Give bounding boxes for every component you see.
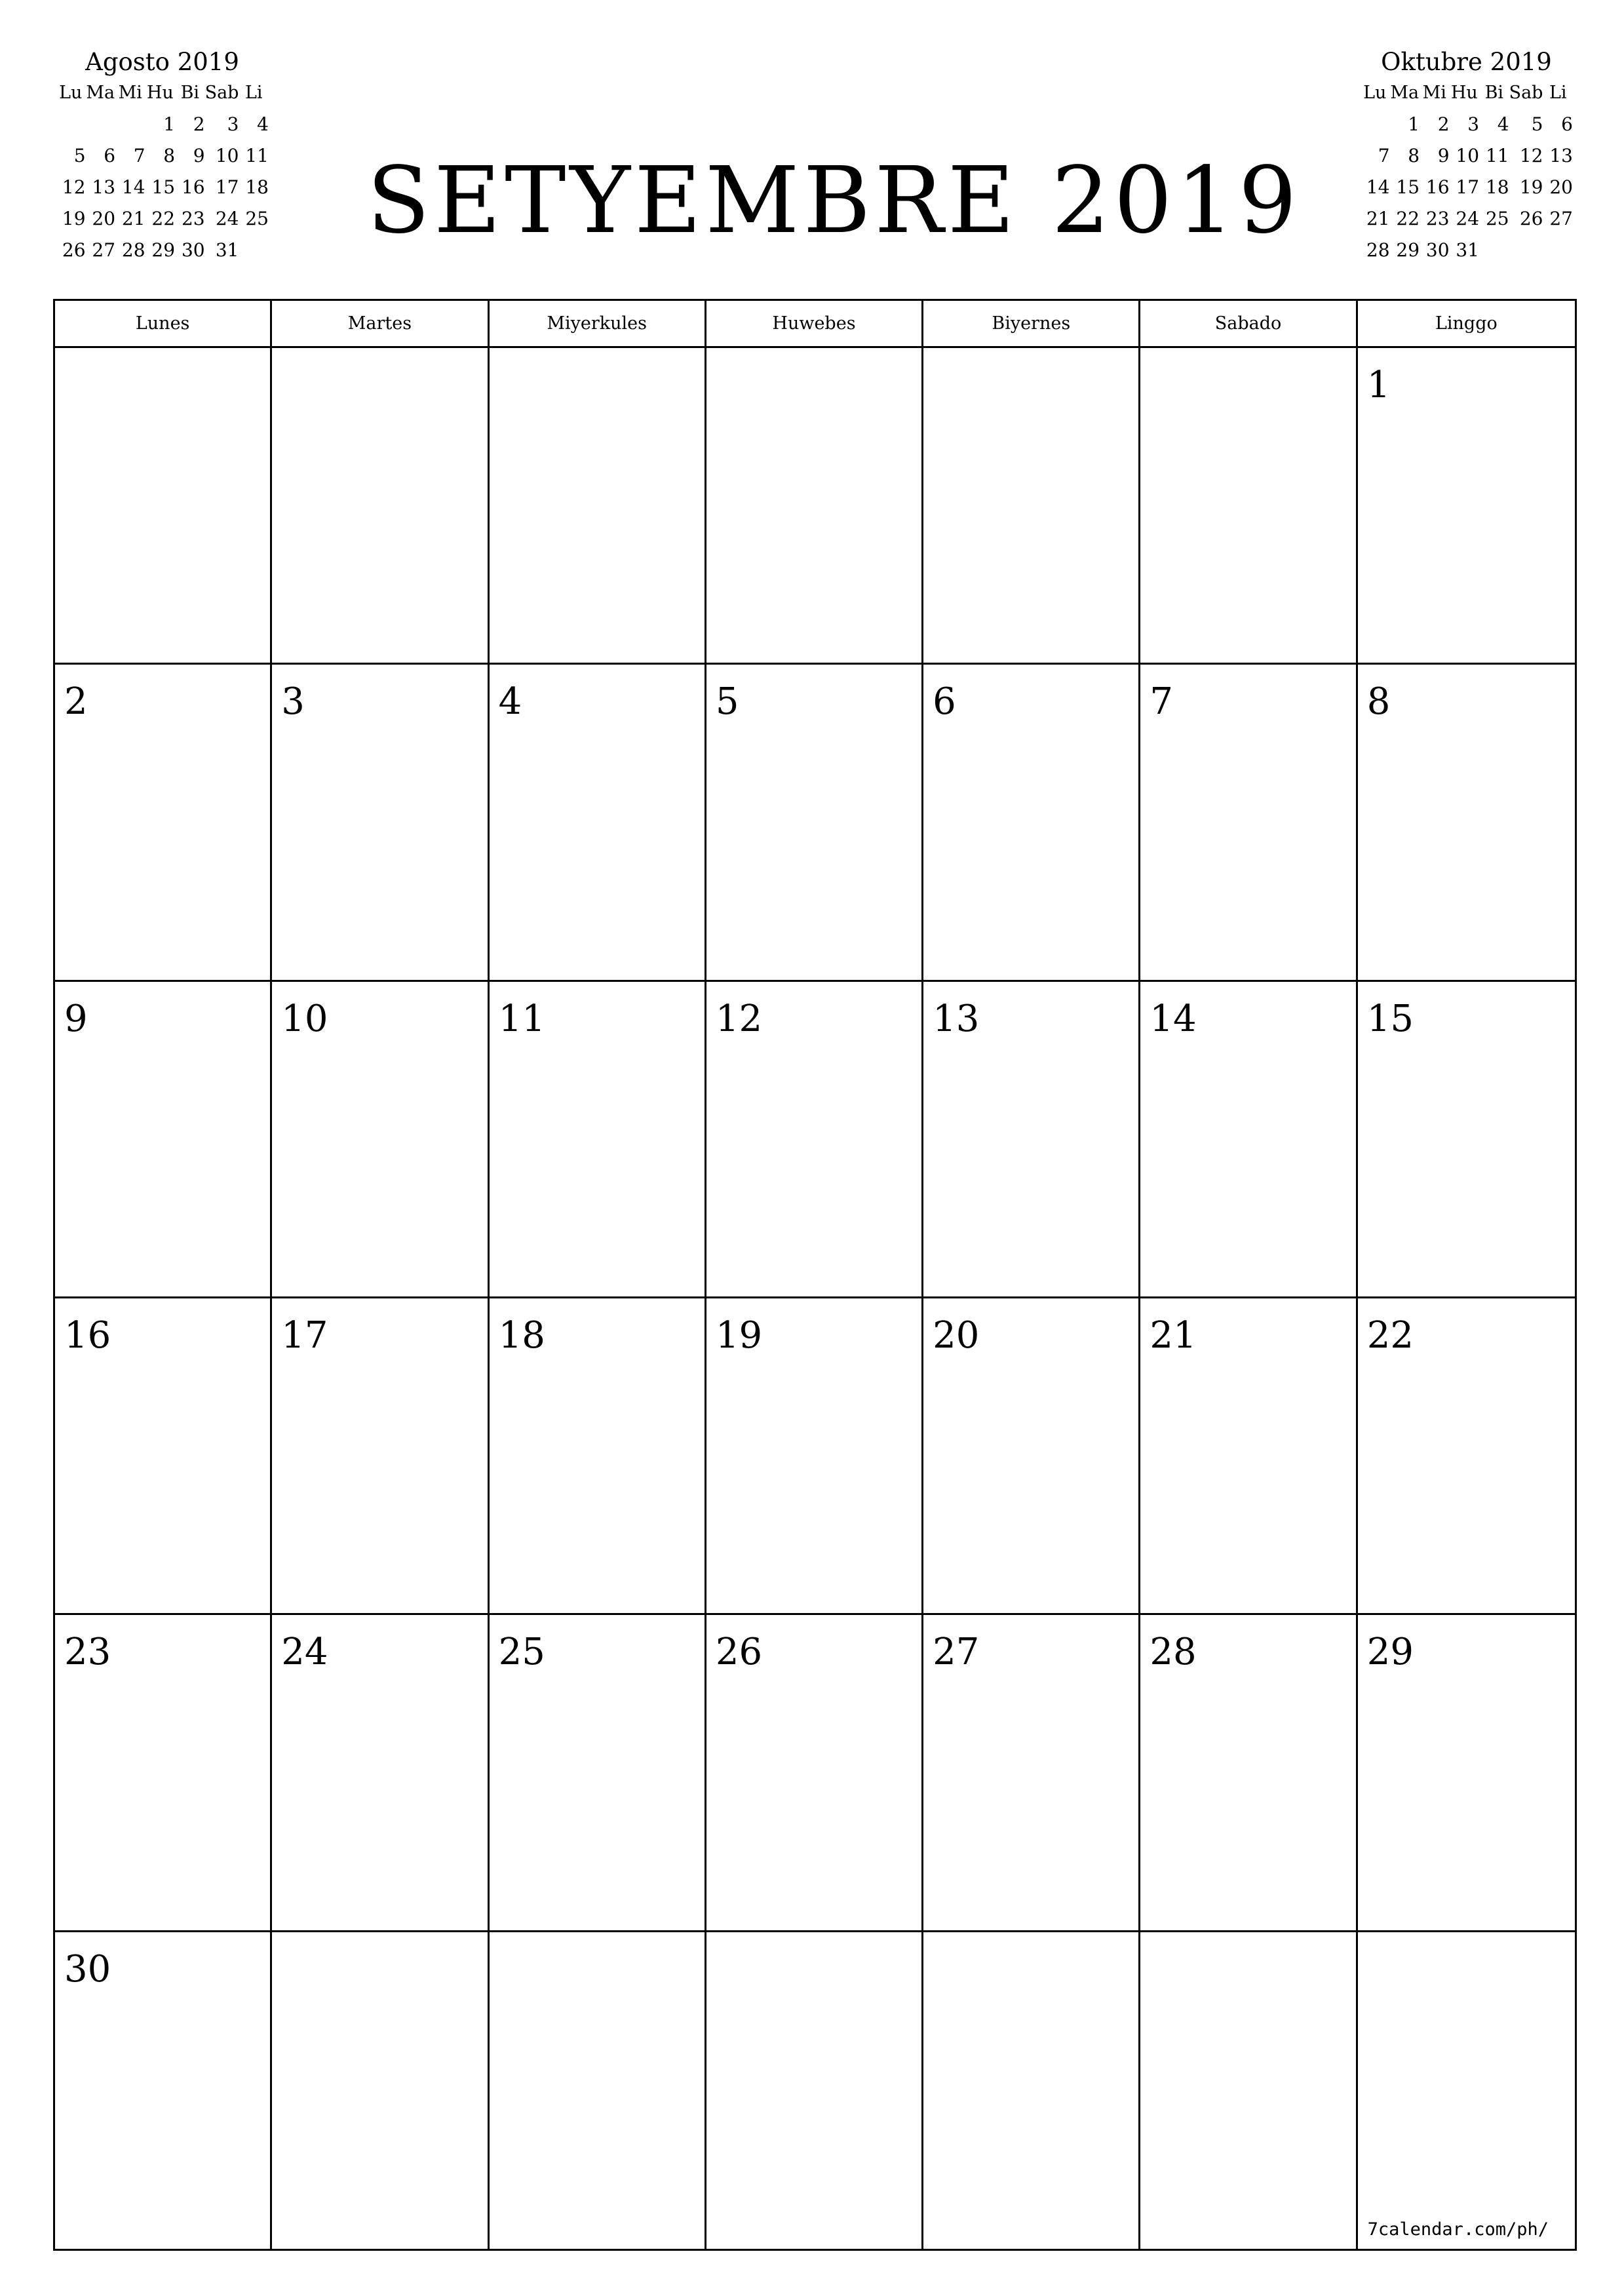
- weekday-header: Linggo: [1435, 313, 1498, 334]
- weekday-header: Lunes: [55, 301, 272, 346]
- mini-next-weekday-header: Sab: [1509, 83, 1543, 103]
- day-cell: [55, 665, 272, 981]
- mini-next-day: 30: [1425, 239, 1450, 261]
- mini-next-day: 10: [1456, 145, 1480, 166]
- mini-next-day: 17: [1456, 176, 1480, 198]
- mini-next-day: [1543, 235, 1573, 266]
- mini-prev-day: [56, 109, 86, 140]
- day-number: 24: [281, 1631, 328, 1674]
- mini-next-day: 7: [1378, 145, 1390, 166]
- mini-prev-day: 26: [62, 239, 86, 261]
- day-number: 27: [933, 1631, 980, 1674]
- day-cell: [923, 1298, 1140, 1615]
- weekday-header-row: [55, 301, 1575, 348]
- mini-prev-day: 7: [133, 145, 145, 166]
- weekday-header: Miyerkules: [490, 301, 706, 346]
- day-cell: [1140, 348, 1357, 665]
- mini-next-day: 14: [1366, 176, 1390, 198]
- day-cell: [490, 665, 706, 981]
- day-number: 11: [498, 997, 545, 1040]
- mini-prev-day: 23: [181, 208, 205, 229]
- day-cell: [1358, 348, 1575, 665]
- day-number: 29: [1366, 1631, 1414, 1674]
- day-cell: [490, 1298, 706, 1615]
- mini-prev-day: 1: [163, 113, 176, 135]
- day-cell: [55, 982, 272, 1298]
- day-cell: [1140, 1615, 1357, 1932]
- mini-calendar-next-title: Oktubre 2019: [1381, 48, 1552, 76]
- mini-next-day: 11: [1485, 145, 1509, 166]
- mini-next-day: 27: [1549, 208, 1573, 229]
- mini-prev-day: 27: [92, 239, 116, 261]
- day-cell: [706, 665, 923, 981]
- day-number: 18: [498, 1314, 545, 1357]
- mini-prev-day: 16: [181, 176, 205, 198]
- mini-calendar-next-grid: [1360, 77, 1573, 266]
- day-number: 26: [715, 1631, 763, 1674]
- mini-next-day: 5: [1531, 113, 1543, 135]
- day-cell: [490, 1932, 706, 2249]
- day-number: 19: [715, 1314, 763, 1357]
- weekday-header: Huwebes: [706, 301, 923, 346]
- mini-next-day: 22: [1396, 208, 1420, 229]
- day-cell: [272, 665, 489, 981]
- day-number: 13: [933, 997, 980, 1040]
- mini-next-day: 25: [1485, 208, 1509, 229]
- day-cell: [272, 1932, 489, 2249]
- mini-next-day: [1479, 235, 1509, 266]
- mini-calendar-prev-title: Agosto 2019: [85, 48, 239, 76]
- mini-prev-day: 8: [163, 145, 176, 166]
- mini-prev-day: 6: [104, 145, 116, 166]
- mini-next-day: 13: [1549, 145, 1573, 166]
- mini-calendar-next: [1360, 47, 1573, 266]
- day-number: 16: [64, 1314, 111, 1357]
- mini-next-day: 31: [1456, 239, 1480, 261]
- mini-prev-weekday-header: Bi: [180, 83, 200, 103]
- month-grid: [53, 299, 1577, 2251]
- day-number: 8: [1366, 680, 1391, 724]
- day-cell: [55, 1298, 272, 1615]
- day-cell: [706, 348, 923, 665]
- day-cell: [1358, 1615, 1575, 1932]
- day-number: 25: [498, 1631, 545, 1674]
- mini-next-day: 20: [1549, 176, 1573, 198]
- day-number: 10: [281, 997, 328, 1040]
- day-cell: [490, 1615, 706, 1932]
- weekday-header: Sabado: [1140, 301, 1357, 346]
- mini-next-weekday-header: Bi: [1484, 83, 1504, 103]
- mini-next-day: [1360, 109, 1390, 140]
- mini-next-day: 24: [1456, 208, 1480, 229]
- mini-prev-weekday-header: Sab: [204, 83, 239, 103]
- mini-next-day: 2: [1437, 113, 1450, 135]
- mini-prev-day: 30: [181, 239, 205, 261]
- mini-next-day: 8: [1408, 145, 1420, 166]
- mini-prev-weekday-header: Mi: [118, 83, 142, 103]
- day-number: 12: [715, 997, 763, 1040]
- day-number: 20: [933, 1314, 980, 1357]
- mini-next-day: 19: [1519, 176, 1543, 198]
- mini-prev-day: [239, 235, 269, 266]
- mini-prev-day: 29: [151, 239, 176, 261]
- day-number: 30: [64, 1947, 111, 1991]
- day-cell: [923, 1932, 1140, 2249]
- mini-next-day: 12: [1519, 145, 1543, 166]
- day-number: 21: [1150, 1314, 1197, 1357]
- mini-next-weekday-header: Mi: [1422, 83, 1446, 103]
- day-cell: [55, 348, 272, 665]
- day-cell: [1140, 1932, 1357, 2249]
- mini-next-day: 18: [1485, 176, 1509, 198]
- mini-next-day: 28: [1366, 239, 1390, 261]
- day-cell: [706, 1932, 923, 2249]
- mini-prev-day: 18: [245, 176, 269, 198]
- mini-next-day: 29: [1396, 239, 1420, 261]
- mini-next-weekday-header: Hu: [1450, 83, 1478, 103]
- day-number: 17: [281, 1314, 328, 1357]
- mini-prev-day: 20: [92, 208, 116, 229]
- mini-prev-day: 2: [193, 113, 205, 135]
- day-cell: [1140, 665, 1357, 981]
- day-cell: [55, 1615, 272, 1932]
- day-cell: [1358, 665, 1575, 981]
- day-cell: [923, 1615, 1140, 1932]
- day-number: 7: [1150, 680, 1174, 724]
- mini-prev-day: 10: [215, 145, 239, 166]
- mini-next-weekday-header: Lu: [1363, 83, 1387, 103]
- mini-prev-day: 24: [215, 208, 239, 229]
- day-number: 3: [281, 680, 305, 724]
- mini-prev-day: 17: [215, 176, 239, 198]
- mini-next-day: 1: [1408, 113, 1420, 135]
- weeks-grid: [55, 348, 1575, 2249]
- day-cell: [1358, 982, 1575, 1298]
- day-cell: [1358, 1298, 1575, 1615]
- day-cell: [490, 982, 706, 1298]
- day-cell: [272, 982, 489, 1298]
- day-number: 9: [64, 997, 88, 1040]
- day-cell: [272, 1298, 489, 1615]
- day-cell: [490, 348, 706, 665]
- day-number: 23: [64, 1631, 111, 1674]
- day-number: 4: [498, 680, 522, 724]
- mini-prev-weekday-header: Lu: [59, 83, 83, 103]
- mini-prev-day: 5: [73, 145, 86, 166]
- mini-next-day: 6: [1561, 113, 1573, 135]
- mini-next-weekday-header: Li: [1549, 83, 1567, 103]
- mini-next-day: 26: [1519, 208, 1543, 229]
- mini-prev-day: 3: [227, 113, 239, 135]
- mini-next-day: 23: [1425, 208, 1450, 229]
- mini-prev-day: 11: [245, 145, 269, 166]
- day-number: 22: [1366, 1314, 1414, 1357]
- day-number: 5: [715, 680, 739, 724]
- day-number: 6: [933, 680, 956, 724]
- day-number: 2: [64, 680, 88, 724]
- mini-prev-day: 19: [62, 208, 86, 229]
- day-cell: [923, 665, 1140, 981]
- mini-prev-weekday-header: Li: [244, 83, 263, 103]
- day-cell: [706, 1298, 923, 1615]
- day-cell: [706, 1615, 923, 1932]
- weekday-header: Biyernes: [923, 301, 1140, 346]
- weekday-header: Martes: [272, 301, 489, 346]
- day-number: 15: [1366, 997, 1414, 1040]
- day-number: 1: [1366, 364, 1391, 406]
- mini-next-day: 3: [1467, 113, 1480, 135]
- mini-prev-day: 13: [92, 176, 116, 198]
- mini-next-day: 9: [1437, 145, 1450, 166]
- mini-calendar-prev: [56, 47, 269, 266]
- mini-prev-day: 15: [151, 176, 176, 198]
- day-cell: [1140, 982, 1357, 1298]
- mini-calendar-prev-grid: [56, 77, 269, 266]
- day-cell: [923, 348, 1140, 665]
- day-cell: [1358, 1932, 1575, 2249]
- day-cell: [706, 982, 923, 1298]
- mini-next-day: 4: [1497, 113, 1509, 135]
- mini-next-day: [1509, 235, 1543, 266]
- day-cell: [1140, 1298, 1357, 1615]
- mini-prev-day: 14: [121, 176, 145, 198]
- day-cell: [923, 982, 1140, 1298]
- mini-next-day: 15: [1396, 176, 1420, 198]
- mini-prev-day: 28: [121, 239, 145, 261]
- mini-next-weekday-header: Ma: [1390, 83, 1420, 103]
- mini-next-day: 16: [1425, 176, 1450, 198]
- day-number: 14: [1150, 997, 1197, 1040]
- mini-prev-day: 31: [215, 239, 239, 261]
- day-cell: [272, 1615, 489, 1932]
- mini-prev-day: 22: [151, 208, 176, 229]
- mini-prev-day: 25: [245, 208, 269, 229]
- mini-prev-day: 21: [121, 208, 145, 229]
- mini-prev-weekday-header: Ma: [86, 83, 115, 103]
- mini-prev-weekday-header: Hu: [146, 83, 174, 103]
- mini-next-day: 21: [1366, 208, 1390, 229]
- mini-prev-day: 4: [257, 113, 269, 135]
- page-title: SETYEMBRE 2019: [367, 147, 1301, 254]
- day-number: 28: [1150, 1631, 1197, 1674]
- mini-prev-day: 12: [62, 176, 86, 198]
- mini-prev-day: [115, 109, 145, 140]
- day-cell: [272, 348, 489, 665]
- footer-url: 7calendar.com/ph/: [1367, 2219, 1549, 2240]
- mini-prev-day: [86, 109, 116, 140]
- mini-prev-day: 9: [193, 145, 205, 166]
- day-cell: [55, 1932, 272, 2249]
